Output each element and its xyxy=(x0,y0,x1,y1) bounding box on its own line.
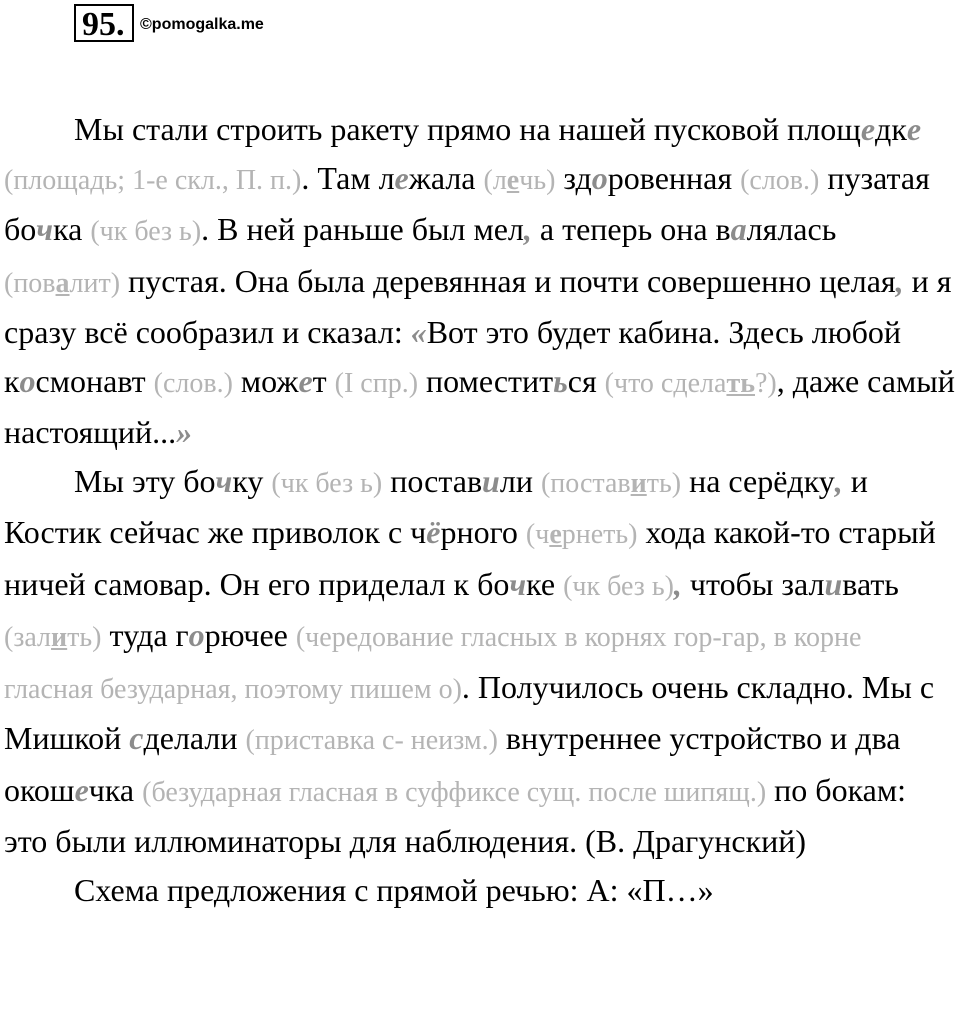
grammar-note: ть) xyxy=(67,622,102,653)
paragraph-1 xyxy=(4,105,956,457)
text-run: а теперь она в xyxy=(531,211,731,247)
text-run: дк xyxy=(875,111,907,147)
highlighted-letter: е xyxy=(394,159,409,196)
grammar-note: (площадь; 1-е скл., П. п.) xyxy=(4,164,302,196)
grammar-note: (чк без ь) xyxy=(90,216,202,247)
text-run: . В ней раньше был мел xyxy=(201,211,524,247)
grammar-note-underlined: е xyxy=(549,519,562,550)
grammar-note: (слов.) xyxy=(740,164,820,196)
text-run: хода какой-то старый ничей самовар. Он его приделал к бо xyxy=(4,514,936,602)
highlighted-letter: ё xyxy=(426,514,441,550)
text-run: постав xyxy=(382,462,483,499)
text-run: смонавт xyxy=(35,362,154,399)
text-run: туда г xyxy=(101,617,189,653)
grammar-note: (слов.) xyxy=(153,367,233,399)
text-run: ли xyxy=(499,462,541,499)
highlighted-letter: ч xyxy=(36,211,54,247)
text-run: рного xyxy=(440,514,526,550)
grammar-note: (зал xyxy=(4,622,52,653)
highlighted-letter: « xyxy=(410,314,427,350)
grammar-note: лит) xyxy=(69,267,121,299)
text-run: , даже самый настоящий... xyxy=(4,362,955,450)
text-run: Мы стали строить ракету прямо на нашей пусковой площ xyxy=(74,111,861,147)
text-run: вать xyxy=(842,565,899,602)
text-run: лялась xyxy=(746,211,837,247)
text-run: на серёдку xyxy=(681,462,835,499)
text-run: Мы эту бо xyxy=(74,462,216,499)
text-run: ка xyxy=(53,211,91,247)
grammar-note: (л xyxy=(483,164,507,196)
highlighted-letter: ч xyxy=(509,565,527,602)
grammar-note-underlined: ть xyxy=(726,367,755,399)
text-run: Вот это будет кабина. Здесь любой к xyxy=(4,314,902,399)
text-run: . Получилось очень складно. Мы с Мишкой xyxy=(4,668,935,756)
text-run: ровенная xyxy=(607,159,741,196)
grammar-note: (чередование гласных в корнях гор-гар, в корне гласная безударная, поэтому пишем о) xyxy=(4,622,862,705)
text-run: ся xyxy=(567,362,605,399)
grammar-note: (I спр.) xyxy=(334,367,419,399)
grammar-note: (чк без ь) xyxy=(271,467,383,499)
text-run: и Костик сейчас же приволок с ч xyxy=(4,462,868,550)
text-run: Схема предложения с прямой речью: А: «П…» xyxy=(74,871,714,908)
text-run: зд xyxy=(555,159,592,196)
grammar-note: (чк без ь) xyxy=(563,570,674,602)
text-run: . Там л xyxy=(301,159,395,196)
highlighted-letter: о xyxy=(188,617,205,653)
site-watermark: ©pomogalka.me xyxy=(140,16,264,33)
exercise-text xyxy=(4,105,956,914)
highlighted-letter: а xyxy=(730,211,747,247)
highlighted-letter: и xyxy=(482,462,500,499)
text-run: мож xyxy=(232,362,299,399)
highlighted-letter: ь xyxy=(553,362,568,399)
text-run: и я сразу всё сообразил и сказал: xyxy=(4,262,952,350)
sentence-scheme xyxy=(4,866,956,915)
text-run: ке xyxy=(526,565,564,602)
highlighted-letter: , xyxy=(834,462,843,499)
grammar-note: ?) xyxy=(755,367,777,399)
highlighted-letter: и xyxy=(824,565,843,602)
grammar-note: (что сдела xyxy=(604,367,727,399)
highlighted-letter: , xyxy=(673,565,682,602)
exercise-number: 95. xyxy=(74,4,134,42)
text-run: по бокам: это были иллюминаторы для наблюдения. (В. Драгунский) xyxy=(4,771,906,859)
highlighted-letter: » xyxy=(176,414,193,450)
grammar-note: (ч xyxy=(525,519,550,550)
grammar-note: ть) xyxy=(646,467,682,499)
text-run: т xyxy=(312,362,335,399)
text-run: пузатая бо xyxy=(4,159,930,247)
grammar-note: чь) xyxy=(519,164,556,196)
text-run: делали xyxy=(143,720,246,756)
text-run: пустая. Она была деревянная и почти совершенно целая xyxy=(120,262,896,299)
grammar-note-underlined: е xyxy=(506,164,520,196)
grammar-note: (постав xyxy=(540,467,631,499)
highlighted-letter: , xyxy=(895,262,904,299)
grammar-note-underlined: и xyxy=(630,467,647,499)
highlighted-letter: е xyxy=(860,111,876,147)
grammar-note-underlined: а xyxy=(55,267,70,299)
highlighted-letter: е xyxy=(74,771,89,808)
text-run: чка xyxy=(88,771,143,808)
text-run: ку xyxy=(232,462,272,499)
highlighted-letter: е xyxy=(298,362,313,399)
highlighted-letter: ч xyxy=(215,462,233,499)
text-run: поместит xyxy=(418,362,554,399)
highlighted-letter: с xyxy=(129,720,144,756)
highlighted-letter: о xyxy=(19,362,36,399)
text-run: внутреннее устройство и два окош xyxy=(4,720,901,808)
grammar-note-underlined: и xyxy=(51,622,68,653)
text-run: чтобы зал xyxy=(681,565,825,602)
grammar-note: (безударная гласная в суффиксе сущ. после шипящ.) xyxy=(142,776,767,808)
text-run: рючее xyxy=(204,617,296,653)
paragraph-2 xyxy=(4,457,956,866)
grammar-note: рнеть) xyxy=(561,519,638,550)
grammar-note: (пов xyxy=(4,267,56,299)
text-run: жала xyxy=(408,159,484,196)
highlighted-letter: е xyxy=(906,111,922,147)
highlighted-letter: о xyxy=(591,159,608,196)
highlighted-letter: , xyxy=(523,211,532,247)
grammar-note: (приставка с- неизм.) xyxy=(245,725,498,756)
